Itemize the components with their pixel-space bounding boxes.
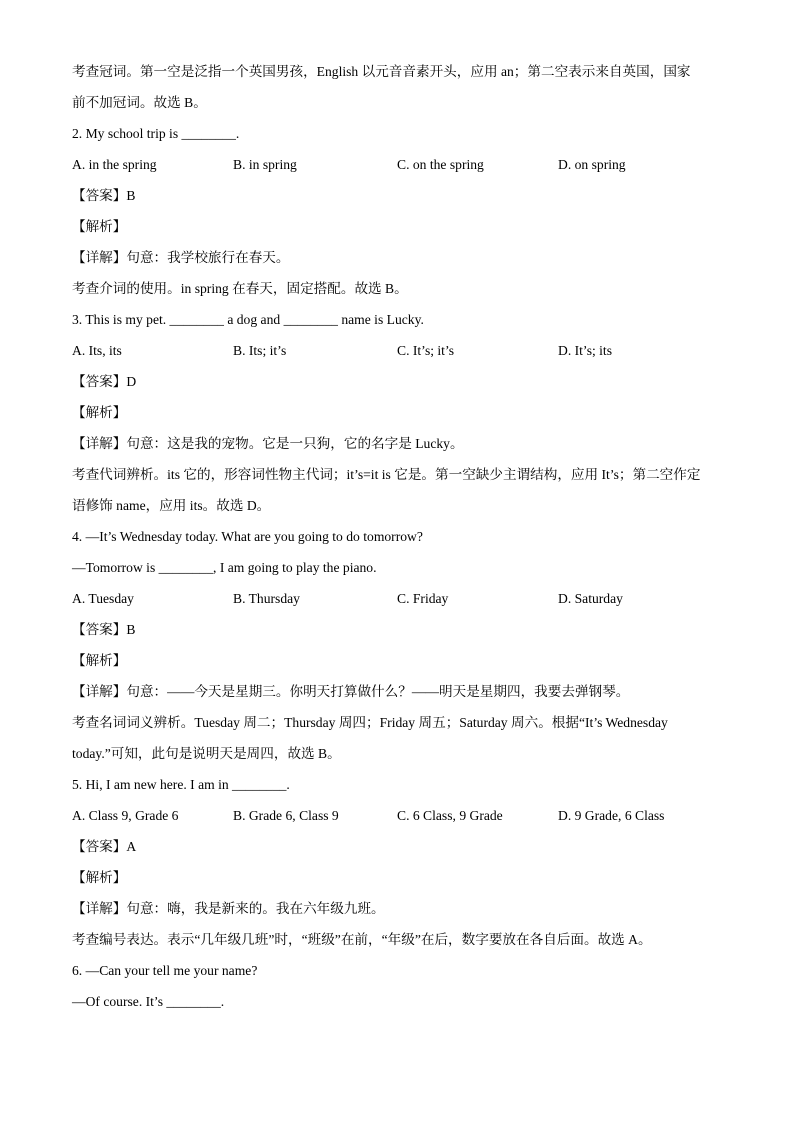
option-a: A. Its, its — [72, 343, 122, 358]
option-b: B. in spring — [233, 157, 297, 172]
option-a: A. in the spring — [72, 157, 157, 172]
option-c: C. on the spring — [397, 157, 484, 172]
option-c: C. It’s; it’s — [397, 343, 455, 358]
question-3: 3. This is my pet. ________ a dog and ________ name is Lucky. — [72, 312, 424, 327]
explanation-text: 语修饰 name，应用 its。故选 D。 — [72, 498, 271, 513]
analysis-label: 【解析】 — [72, 405, 127, 420]
question-5: 5. Hi, I am new here. I am in ________. — [72, 777, 290, 792]
detailed-explanation: 【详解】句意：——今天是星期三。你明天打算做什么？——明天是星期四，我要去弹钢琴。 — [72, 684, 630, 699]
question-2-options — [72, 155, 732, 175]
option-c: C. Friday — [397, 591, 449, 606]
answer-label: 【答案】A — [72, 839, 137, 854]
explanation-text: today.”可知，此句是说明天是周四，故选 B。 — [72, 746, 341, 761]
answer-label: 【答案】B — [72, 622, 136, 637]
detailed-explanation: 【详解】句意：这是我的宠物。它是一只狗，它的名字是 Lucky。 — [72, 436, 464, 451]
question-3-options — [72, 341, 732, 361]
question-5-options — [72, 806, 732, 826]
question-4-line-2: —Tomorrow is ________, I am going to play the piano. — [72, 560, 377, 575]
analysis-label: 【解析】 — [72, 870, 127, 885]
option-d: D. It’s; its — [558, 343, 613, 358]
explanation-text: 考查冠词。第一空是泛指一个英国男孩，English 以元音音素开头，应用 an；第二空表示来自英国，国家 — [72, 64, 691, 79]
detailed-explanation: 【详解】句意：嗨，我是新来的。我在六年级九班。 — [72, 901, 385, 916]
option-d: D. Saturday — [558, 591, 623, 606]
analysis-label: 【解析】 — [72, 219, 127, 234]
question-4-options — [72, 589, 732, 609]
analysis-label: 【解析】 — [72, 653, 127, 668]
question-2: 2. My school trip is ________. — [72, 126, 240, 141]
explanation-text: 前不加冠词。故选 B。 — [72, 95, 207, 110]
explanation-text: 考查代词辨析。its 它的，形容词性物主代词；it’s=it is 它是。第一空缺少主谓结构，应用 It’s；第二空作定 — [72, 467, 701, 482]
question-6-line-2: —Of course. It’s ________. — [72, 994, 225, 1009]
option-b: B. Thursday — [233, 591, 300, 606]
option-b: B. Grade 6, Class 9 — [233, 808, 339, 823]
option-c: C. 6 Class, 9 Grade — [397, 808, 503, 823]
answer-label: 【答案】B — [72, 188, 136, 203]
option-d: D. 9 Grade, 6 Class — [558, 808, 665, 823]
explanation-text: 考查介词的使用。in spring 在春天，固定搭配。故选 B。 — [72, 281, 408, 296]
question-4: 4. —It’s Wednesday today. What are you going to do tomorrow? — [72, 529, 423, 544]
answer-label: 【答案】D — [72, 374, 137, 389]
detailed-explanation: 【详解】句意：我学校旅行在春天。 — [72, 250, 290, 265]
explanation-text: 考查编号表达。表示“几年级几班”时，“班级”在前，“年级”在后，数字要放在各自后面。故选 A。 — [72, 932, 652, 947]
option-b: B. Its; it’s — [233, 343, 287, 358]
question-6: 6. —Can your tell me your name? — [72, 963, 258, 978]
explanation-text: 考查名词词义辨析。Tuesday 周二；Thursday 周四；Friday 周五；Saturday 周六。根据“It’s Wednesday — [72, 715, 668, 730]
option-a: A. Class 9, Grade 6 — [72, 808, 179, 823]
option-a: A. Tuesday — [72, 591, 134, 606]
option-d: D. on spring — [558, 157, 626, 172]
